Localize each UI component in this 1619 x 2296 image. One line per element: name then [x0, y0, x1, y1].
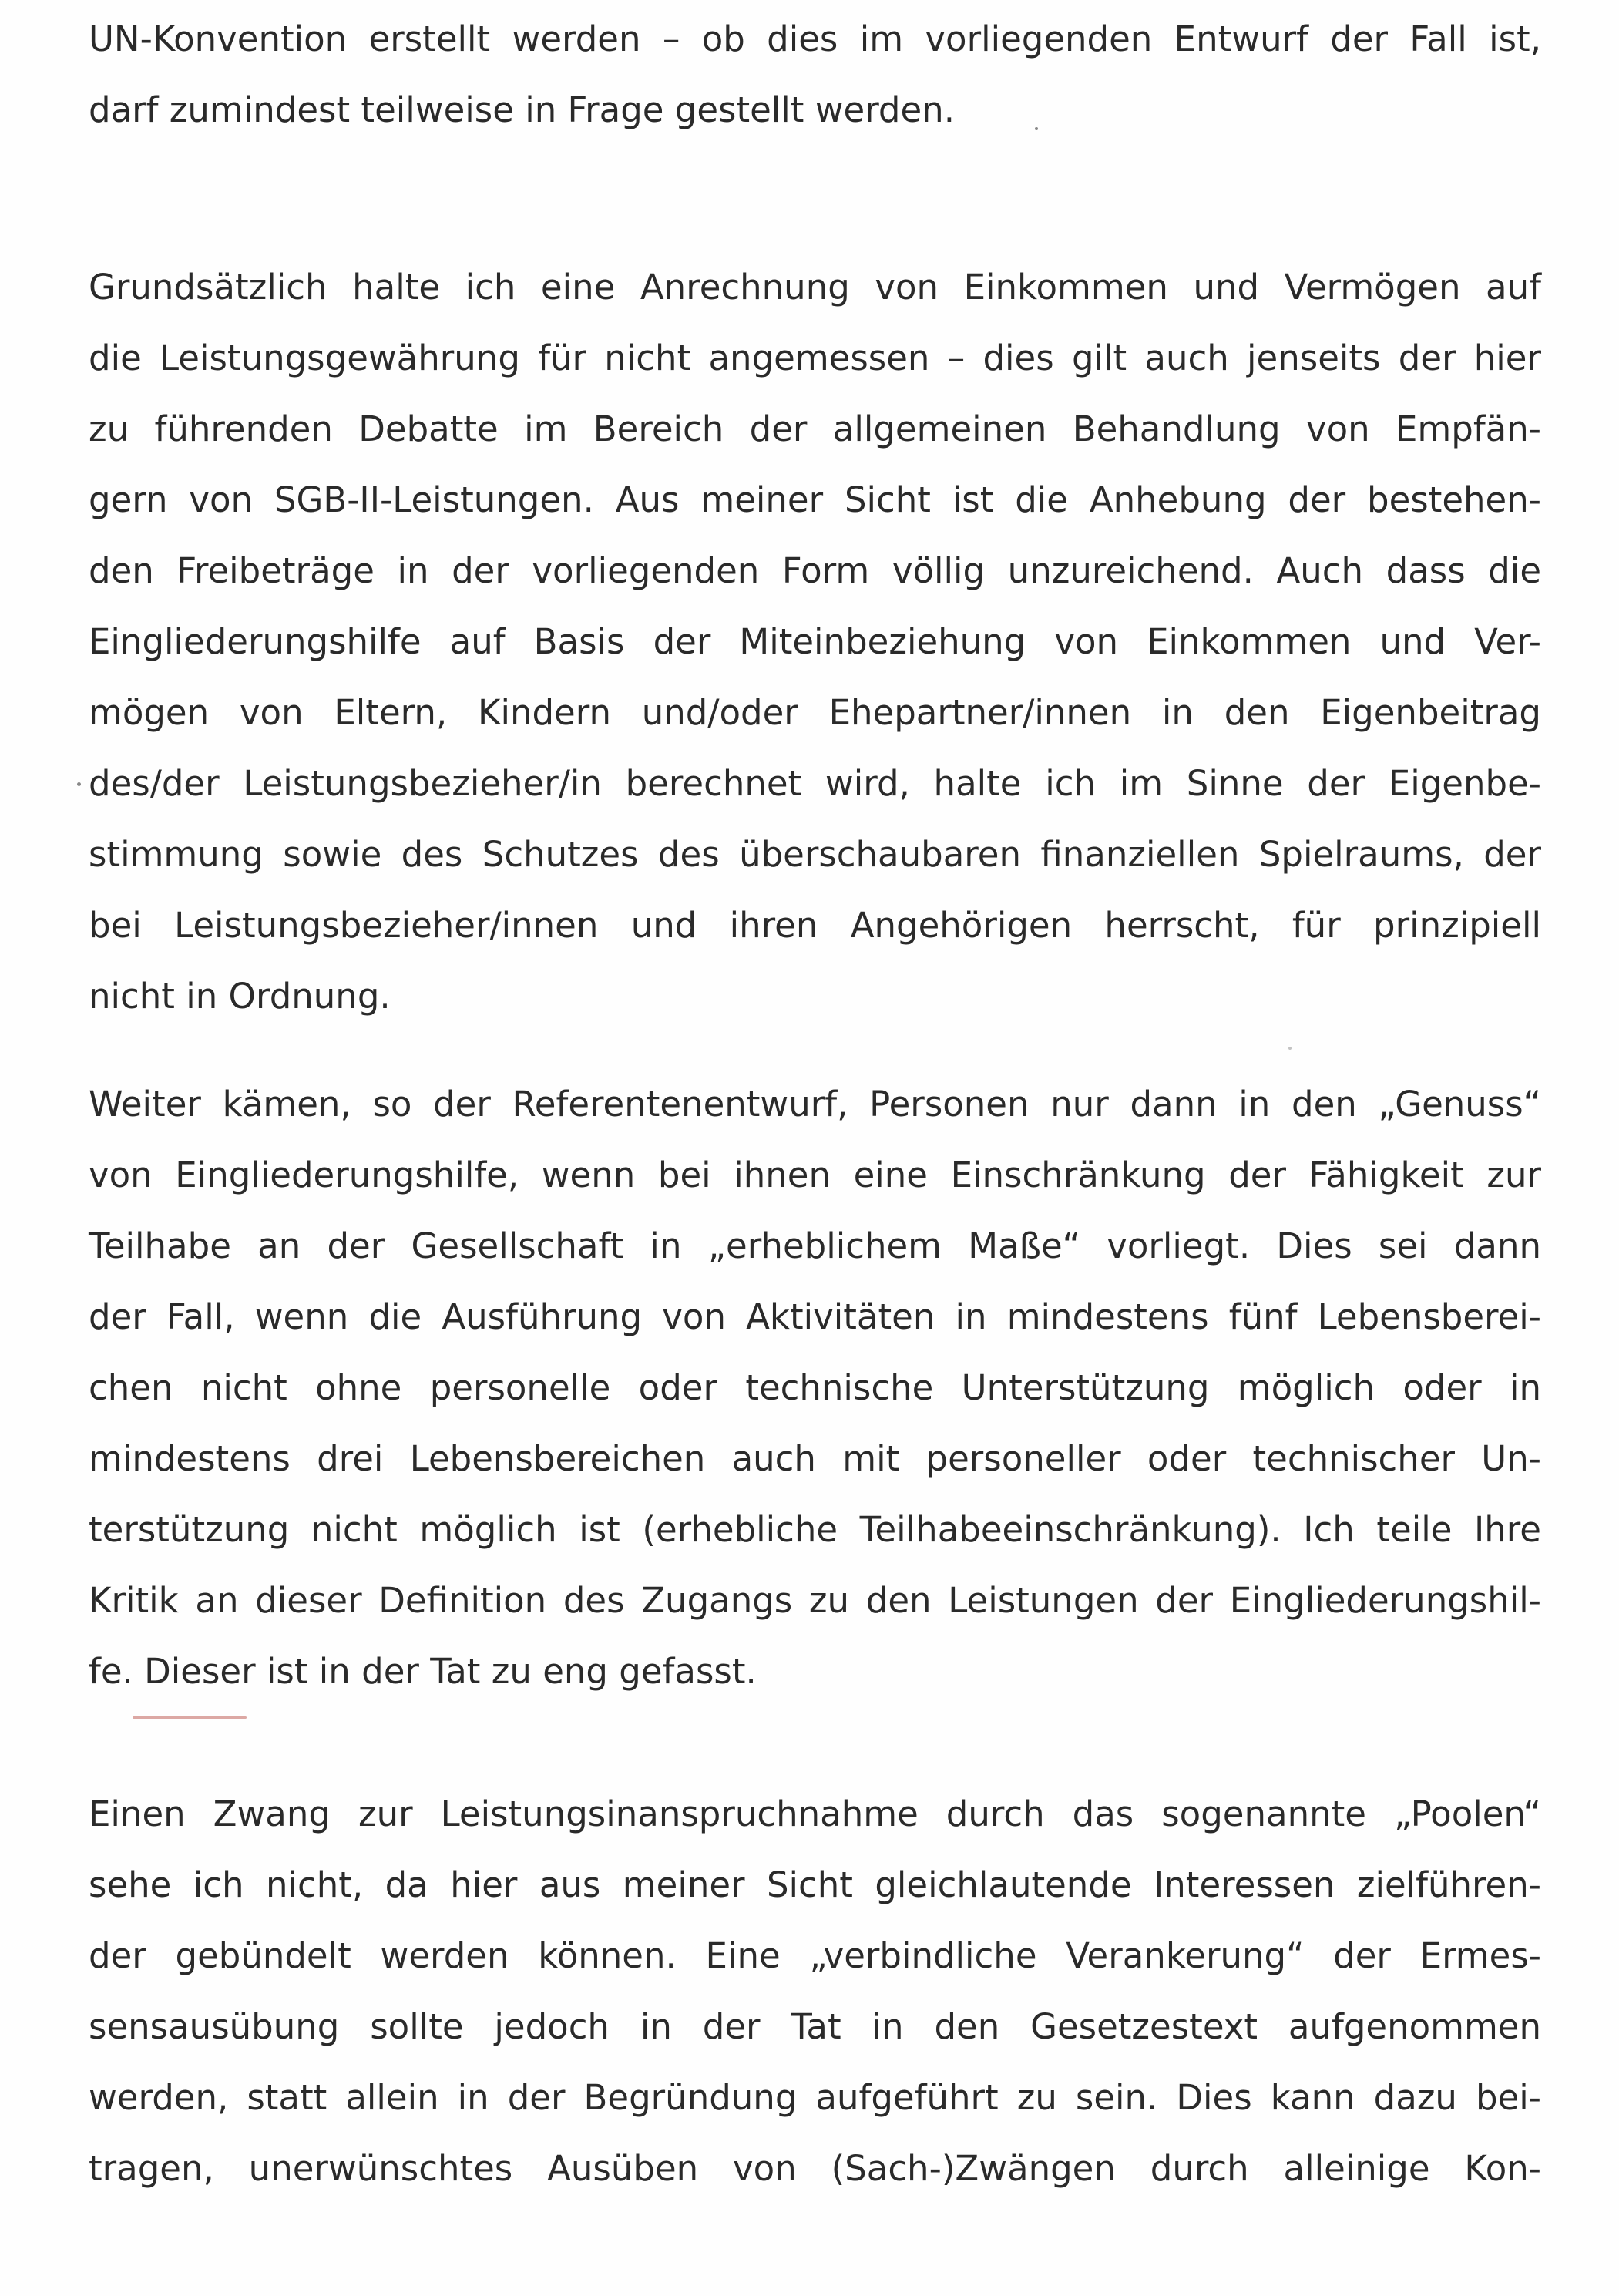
paragraph-3-line: fe. Dieser ist in der Tat zu eng gefasst.	[89, 1651, 757, 1692]
paragraph-2-line: bei Leistungsbezieher/innen und ihren Angehörigen herrscht, für prinzipiell	[89, 905, 1541, 946]
paragraph-2-line: die Leistungsgewährung für nicht angemessen – dies gilt auch jenseits der hier	[89, 338, 1541, 378]
paragraph-4-line: werden, statt allein in der Begründung aufgeführt zu sein. Dies kann dazu bei-	[89, 2077, 1541, 2118]
scan-speck	[1035, 127, 1038, 130]
paragraph-2-line: des/der Leistungsbezieher/in berechnet wird, halte ich im Sinne der Eigenbe-	[89, 763, 1541, 804]
paragraph-1-line: UN-Konvention erstellt werden – ob dies im vorliegenden Entwurf der Fall ist,	[89, 18, 1541, 59]
paragraph-3-line: Teilhabe an der Gesellschaft in „erheblichem Maße“ vorliegt. Dies sei dann	[89, 1225, 1541, 1266]
paragraph-2-line: mögen von Eltern, Kindern und/oder Ehepartner/innen in den Eigenbeitrag	[89, 692, 1541, 733]
paragraph-2-line: Grundsätzlich halte ich eine Anrechnung von Einkommen und Vermögen auf	[89, 267, 1541, 308]
pencil-underline-mark	[133, 1716, 247, 1719]
paragraph-3	[89, 1069, 1541, 1707]
paragraph-4	[89, 1779, 1541, 2204]
scan-speck	[77, 782, 81, 786]
paragraph-2	[89, 252, 1541, 1032]
paragraph-2-line: nicht in Ordnung.	[89, 976, 391, 1017]
paragraph-2-line: den Freibeträge in der vorliegenden Form völlig unzureichend. Auch dass die	[89, 550, 1541, 591]
paragraph-3-line: von Eingliederungshilfe, wenn bei ihnen eine Einschränkung der Fähigkeit zur	[89, 1155, 1541, 1195]
paragraph-2-line: gern von SGB-II-Leistungen. Aus meiner Sicht ist die Anhebung der bestehen-	[89, 479, 1541, 520]
paragraph-3-line: der Fall, wenn die Ausführung von Aktivitäten in mindestens fünf Lebensberei-	[89, 1296, 1541, 1337]
paragraph-3-line: terstützung nicht möglich ist (erhebliche Teilhabeeinschränkung). Ich teile Ihre	[89, 1509, 1541, 1550]
scan-speck	[1288, 1047, 1292, 1050]
paragraph-2-line: zu führenden Debatte im Bereich der allgemeinen Behandlung von Empfän-	[89, 408, 1541, 449]
paragraph-3-line: Weiter kämen, so der Referentenentwurf, Personen nur dann in den „Genuss“	[89, 1084, 1541, 1124]
paragraph-1-line: darf zumindest teilweise in Frage gestellt werden.	[89, 89, 956, 130]
paragraph-4-line: sensausübung sollte jedoch in der Tat in den Gesetzestext aufgenommen	[89, 2006, 1541, 2047]
paragraph-1	[89, 4, 1541, 146]
paragraph-2-line: Eingliederungshilfe auf Basis der Miteinbeziehung von Einkommen und Ver-	[89, 621, 1541, 662]
paragraph-3-line: Kritik an dieser Definition des Zugangs zu den Leistungen der Eingliederungshil-	[89, 1580, 1541, 1621]
paragraph-4-line: Einen Zwang zur Leistungsinanspruchnahme durch das sogenannte „Poolen“	[89, 1793, 1541, 1834]
paragraph-3-line: mindestens drei Lebensbereichen auch mit personeller oder technischer Un-	[89, 1438, 1541, 1479]
paragraph-3-line: chen nicht ohne personelle oder technische Unterstützung möglich oder in	[89, 1367, 1541, 1408]
paragraph-2-line: stimmung sowie des Schutzes des überschaubaren finanziellen Spielraums, der	[89, 834, 1541, 875]
paragraph-4-line: tragen, unerwünschtes Ausüben von (Sach-)Zwängen durch alleinige Kon-	[89, 2148, 1541, 2189]
paragraph-4-line: sehe ich nicht, da hier aus meiner Sicht gleichlautende Interessen zielführen-	[89, 1864, 1541, 1905]
paragraph-4-line: der gebündelt werden können. Eine „verbindliche Verankerung“ der Ermes-	[89, 1935, 1541, 1976]
